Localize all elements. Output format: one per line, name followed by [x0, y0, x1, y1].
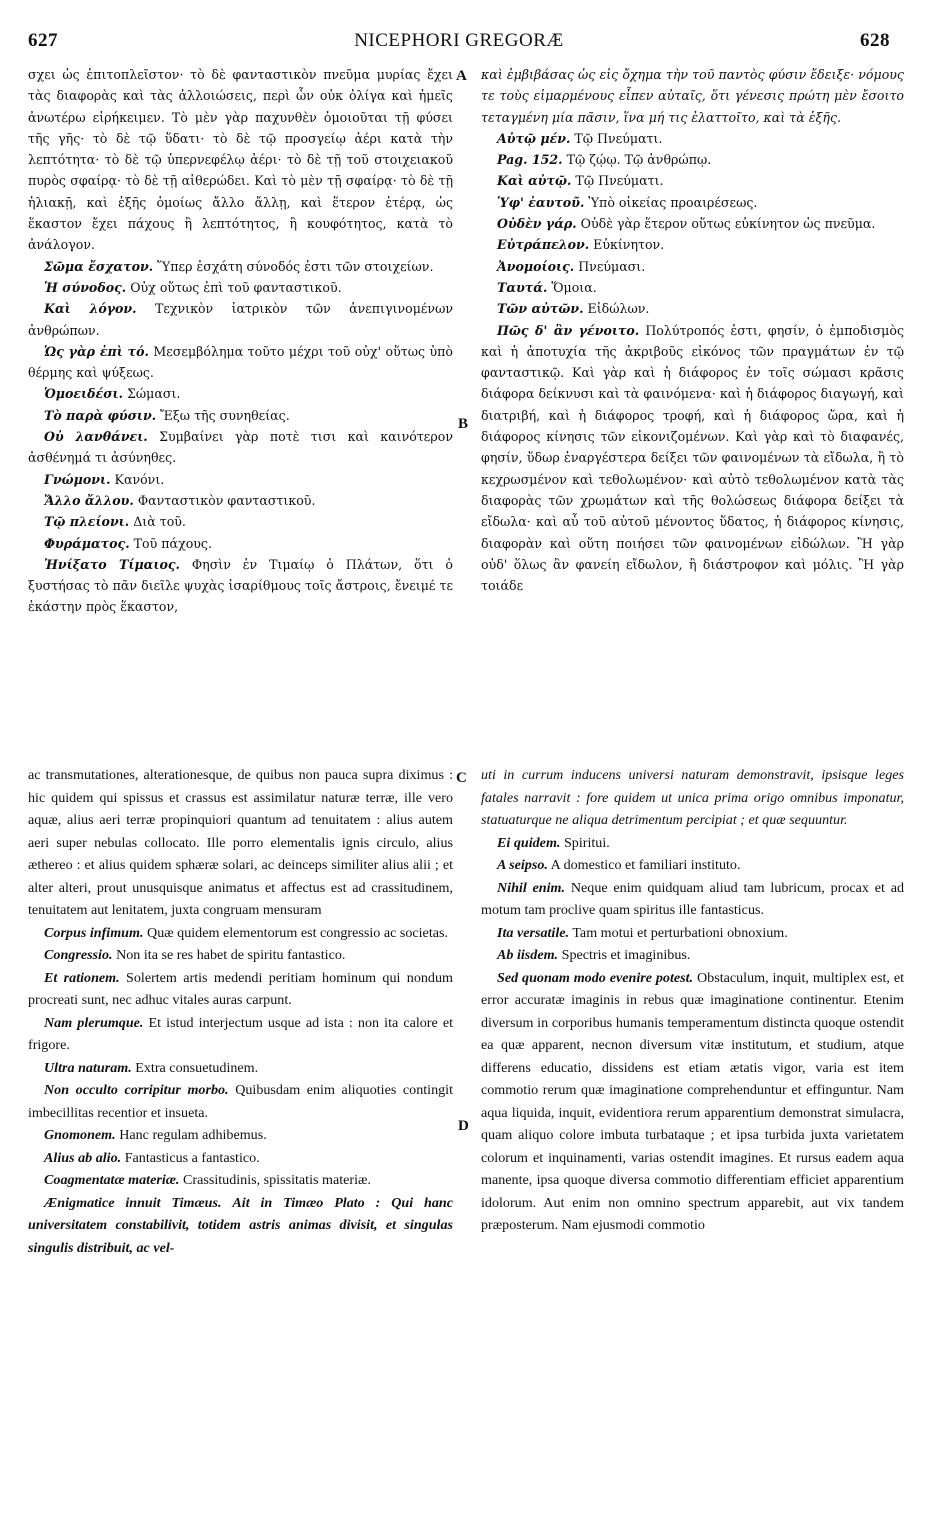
note-paragraph: [28, 341, 453, 384]
note-text: Οὐδὲ γὰρ ἕτερον οὕτως εὐκίνητον ὡς πνεῦμα.: [580, 216, 876, 232]
lemma: Ταυτά.: [497, 279, 548, 295]
note-text: Quæ quidem elementorum est congressio ac societas.: [147, 924, 448, 941]
note-text: A domestico et familiari instituto.: [550, 857, 741, 873]
note-text: Spiritui.: [563, 834, 610, 851]
note-paragraph: [481, 192, 904, 213]
lemma: A seipso.: [497, 857, 548, 873]
lemma: Ὁμοειδέσι.: [44, 386, 123, 402]
lemma: Gnomonem.: [44, 1127, 116, 1143]
latin-column-left: [28, 764, 453, 1259]
lemma: Sed quonam modo evenire potest.: [497, 969, 694, 986]
note-paragraph: [28, 383, 453, 404]
note-text: Φησὶν ἐν Τιμαίῳ ὁ Πλάτων, ὅτι ὁ ξυστήσας τὸ πᾶν διεῖλε ψυχὰς ἰσαρίθμους τοῖς ἄστροις, ἔνειμέ τε ἑκάστην πρὸς ἕκαστον,: [28, 556, 453, 615]
note-paragraph: [28, 922, 453, 945]
lemma: Ἄλλο ἄλλου.: [44, 492, 134, 508]
lemma: Ænigmatice innuit Timæus.: [44, 1194, 222, 1211]
greek-column-left: [28, 64, 453, 618]
lemma: Corpus infimum.: [44, 924, 144, 941]
lemma: Πῶς δ' ἂν γένοιτο.: [497, 322, 640, 338]
note-paragraph: [28, 490, 453, 511]
note-paragraph: [28, 256, 453, 277]
note-paragraph: [28, 511, 453, 532]
note-paragraph: [28, 967, 453, 1012]
note-paragraph: [28, 1147, 453, 1170]
note-text: Οὐχ οὕτως ἐπὶ τοῦ φανταστικοῦ.: [130, 279, 342, 295]
lemma: Non occulto corripitur morbo.: [44, 1082, 229, 1098]
note-text: Solertem artis medendi peritiam hominum qui nondum procreati sunt, nec adhuc vitales auras carpunt.: [28, 969, 453, 1008]
note-text: Neque enim quidquam aliud tam lubricum, procax et ad motum tam proclive quam spiritus ille fantasticus.: [481, 879, 904, 918]
note-paragraph: [481, 832, 904, 855]
lemma: Nihil enim.: [497, 879, 566, 896]
lemma: Καὶ αὐτῷ.: [497, 173, 572, 189]
note-paragraph: [28, 1169, 453, 1192]
note-text: Ἔξω τῆς συνηθείας.: [160, 407, 290, 423]
lemma: Τὸ παρὰ φύσιν.: [44, 407, 157, 423]
note-text: Ὕπερ ἐσχάτη σύνοδός ἐστι τῶν στοιχείων.: [157, 258, 434, 274]
lemma: Nam plerumque.: [44, 1014, 144, 1031]
note-text: Quibusdam enim aliquoties contingit imbecillitas recentior et insueta.: [28, 1082, 454, 1121]
lemma: Ὑφ' ἑαυτοῦ.: [497, 194, 585, 210]
note-paragraph: [481, 298, 904, 319]
note-paragraph: [481, 149, 904, 170]
lemma: Τῷ πλείονι.: [44, 514, 130, 530]
note-paragraph: [28, 764, 453, 922]
margin-marker-c: C: [456, 770, 467, 786]
lemma: Ei quidem.: [497, 834, 561, 851]
note-text: Τῷ Πνεύματι.: [574, 130, 663, 146]
note-text: Σώμασι.: [126, 386, 181, 402]
note-paragraph: [481, 764, 904, 832]
note-paragraph: [481, 277, 904, 298]
note-paragraph: [481, 234, 904, 255]
note-paragraph: [481, 854, 904, 877]
note-paragraph: [28, 405, 453, 426]
note-text: Τῷ ζῴῳ. Τῷ ἀνθρώπῳ.: [566, 152, 712, 168]
note-paragraph: [28, 1057, 453, 1080]
note-text: Spectris et imaginibus.: [561, 947, 691, 963]
margin-marker-b: B: [458, 416, 469, 432]
lemma: Ita versatile.: [497, 924, 570, 941]
note-text: Crassitudinis, spissitatis materiæ.: [183, 1172, 371, 1188]
note-paragraph: [481, 967, 904, 1237]
note-text: Φανταστικὸν φανταστικοῦ.: [137, 492, 316, 508]
note-paragraph: [481, 170, 904, 191]
note-text: Ὅμοια.: [551, 279, 597, 295]
note-paragraph: [28, 1079, 453, 1124]
lemma: Pag. 152.: [497, 152, 563, 168]
note-text: σχει ὡς ἐπιτοπλεῖστον· τὸ δὲ φανταστικὸν πνεῦμα μυρίας ἔχει τὰς διαφορὰς καὶ τὰς ἀλλοιώσεις, περὶ ὧν οὐκ ὀλίγα καὶ ἡμεῖς ἀνωτέρω εἰρήκειμεν. Τὸ μὲν γὰρ παχυνθὲν ὁμοιοῦται τῇ φύσει τῆς γῆς· τὸ δὲ τῷ ὕδατι· τὸ δὲ τῷ προσγείῳ ἀέρι κατὰ τὴν λεπτότητα· τὸ δὲ τῷ ὑπερνεφέλῳ ἀέρι· τὸ δὲ τῇ τοῦ στοιχειακοῦ πυρὸς σφαίρᾳ· τὸ δὲ τῇ αἰθερώδει. Καὶ τὸ μὲν τῇ σφαίρᾳ· τὸ δὲ τῇ ἡλιακῇ, καὶ ἑξῆς ὁμοίως ἄλλο ἄλλῃ, καὶ ἕτερον ἑτέρᾳ, ὡς ἕκαστον ἔχει πάχους ἢ λεπτότητος, ἢ κουφότητος, κατὰ τὸ ἀνάλογον.: [28, 67, 453, 253]
running-title: NICEPHORI GREGORÆ: [354, 30, 564, 51]
latin-column-right: [481, 764, 904, 1237]
note-text: Συμβαίνει γὰρ ποτὲ τισι καὶ καινότερον ἀσθένημά τι ἀσύνηθες.: [28, 429, 453, 466]
note-text: καὶ ἐμβιβάσας ὡς εἰς ὄχημα τὴν τοῦ παντὸς φύσιν ἔδειξε· νόμους τε τοὺς εἱμαρμένους εἶπεν αὐταῖς, ὅτι γένεσις πρώτη μὲν ἔσοιτο τεταγμένη μία πᾶσιν, ἵνα μή τις ἐλαττοῖτο, καὶ τὰ ἑξῆς.: [481, 67, 904, 125]
note-text: Τοῦ πάχους.: [133, 535, 212, 551]
lemma: Φυράματος.: [44, 535, 130, 551]
note-paragraph: [481, 256, 904, 277]
note-text: Ait in Timæo Plato : Qui hanc universitatem constabilivit, totidem astris animas divisit, et singulas singulis distribuit, ac vel-: [28, 1194, 453, 1256]
margin-marker-d: D: [458, 1118, 469, 1134]
note-text: Πολύτροπός ἐστι, φησίν, ὁ ἐμποδισμὸς καὶ ἡ ἀποτυχία τῆς ἀκριβοῦς εἰκόνος τῶν πραγμάτων ἐν τῷ φανταστικῷ. Καὶ γὰρ καὶ ἡ διάφορος ἐν τοῖς σώμασι κρᾶσις διάφορα δείκνυσι καὶ τὰ φαινόμενα· καὶ ἡ διάφορος διαγωγή, καὶ διατριβή, καὶ ἡ διάφορος τροφή, καὶ ἡ διάφορος ὥρα, καὶ ἡ διάφορος κίνησις τῶν εἰκονιζομένων. Καὶ γὰρ καὶ τὸ διαφανές, φησίν, ὕδωρ ἐναργέστερα δείξει τῶν φαινομένων τὰ εἴδωλα, ἢ τὸ κεχρωσμένον καὶ τεθολωμένον· καὶ αὐτὸ τεθολωμένον κατὰ τὰς διαφορὰς τῶν χρωμάτων καὶ τῆς θολώσεως διάφορα δείξει τὰ εἴδωλα· καὶ αὖ τοῦ αὐτοῦ μένοντος ὕδατος, ἡ διάφορος κίνησις, διαφορὰν καὶ οὕτη ποιήσει τῶν φαινομένων εἰδώλων. Ἢ γὰρ οὐδ' ὅλως ἂν φανείη εἴδωλον, ἢ διάστροφον καὶ μόλις. Ἢ γὰρ τοιάδε: [481, 322, 904, 594]
note-paragraph: [28, 1124, 453, 1147]
note-paragraph: [481, 922, 904, 945]
note-text: Obstaculum, inquit, multiplex est, et error accuratæ imaginis in rebus quæ imaginatione continentur. Etenim diversum in corporibus humanis temperamentum distincta quoque ostendit ea quæ apparent, necnon diversum vitæ institutum, et studium, atque differens educatio, dissidens est etiam ætatis vigor, varia est item commotio rerum quæ imaginatione comprehenduntur et effinguntur. Nam aqua liquida, inquit, evidentiora rerum apparentium demonstrat simulacra, quam aliquo colore imbuta turbataque ; et ipsa turbida juxta varietatem colorum et inquinamenti, varias ostendit imagines. Et rursus eadem aqua manente, ipsa quoque diversa commotio differentiam efficiet apparentium idolorum. Aut enim non omnino spectrum apparebit, aut vix tandem præposterum. Nam ejusmodi commotio: [481, 969, 904, 1233]
lemma: Αὐτῷ μέν.: [497, 130, 571, 146]
note-paragraph: [481, 320, 904, 597]
lemma: Καὶ λόγον.: [44, 301, 137, 317]
lemma: Οὐδὲν γάρ.: [497, 216, 577, 232]
lemma: Coagmentatæ materiæ.: [44, 1172, 180, 1188]
note-text: Fantasticus a fantastico.: [124, 1149, 260, 1166]
page-number-left: 627: [28, 30, 58, 51]
note-text: ac transmutationes, alterationesque, de quibus non pauca supra diximus : hic quidem qui spissus et crassus est assimilatur naturæ terræ, ille vero aquæ, alius aeri terræ propinquiori quantum ad tenuitatem : alius autem aeri super nebulas collocato. Ille porro elementalis ignis circulo, alius æthereo : et alius quidem sphæræ solari, ac deinceps similiter alius alii ; et alter alteri, prout unusquisque animatus et affectus est ad crassitudinem, tenuitatem aut lenitatem, juxta congruam mensuram: [28, 767, 453, 918]
note-text: Διὰ τοῦ.: [133, 514, 186, 530]
note-paragraph: [481, 64, 904, 128]
lemma: Ἀνομοίοις.: [497, 258, 575, 274]
lemma: Ab iisdem.: [497, 947, 559, 963]
lemma: Ὡς γὰρ ἐπὶ τό.: [44, 343, 149, 359]
note-paragraph: [28, 277, 453, 298]
page-number-right: 628: [860, 30, 890, 51]
note-paragraph: [28, 1192, 453, 1260]
lemma: Ultra naturam.: [44, 1059, 132, 1076]
lemma: Εὐτράπελον.: [497, 237, 590, 253]
note-text: Hanc regulam adhibemus.: [119, 1127, 267, 1143]
note-text: Ὑπὸ οἰκείας προαιρέσεως.: [588, 194, 758, 210]
note-text: Μεσεμβόλημα τοῦτο μέχρι τοῦ οὐχ' οὕτως ὑπὸ θέρμης καὶ ψύξεως.: [28, 343, 453, 381]
note-text: Et istud interjectum usque ad ista : non ita calore et frigore.: [28, 1014, 453, 1053]
note-text: Εἰδώλων.: [587, 301, 650, 317]
note-paragraph: [28, 554, 453, 618]
note-text: Extra consuetudinem.: [135, 1059, 259, 1076]
note-text: Κανόνι.: [114, 471, 165, 487]
lemma: Ἠνίξατο Τίμαιος.: [44, 556, 180, 572]
note-text: uti in currum inducens universi naturam demonstravit, ipsisque leges fatales narravit : fore quidem ut unica prima origo omnibus imponatur, statuaturque ne aliqua detrimentum percipiat ; et quæ sequuntur.: [481, 767, 904, 828]
note-text: Εὐκίνητον.: [593, 237, 665, 253]
lemma: Ἡ σύνοδος.: [44, 279, 127, 295]
note-paragraph: [481, 944, 904, 967]
note-text: Tam motui et perturbationi obnoxium.: [572, 924, 788, 941]
lemma: Congressio.: [44, 947, 113, 963]
note-paragraph: [481, 128, 904, 149]
note-paragraph: [28, 469, 453, 490]
note-paragraph: [28, 298, 453, 341]
note-paragraph: [28, 64, 453, 256]
note-text: Πνεύμασι.: [578, 258, 646, 274]
note-text: Non ita se res habet de spiritu fantastico.: [116, 947, 346, 963]
note-paragraph: [481, 213, 904, 234]
lemma: Οὐ λανθάνει.: [44, 429, 148, 445]
greek-column-right: [481, 64, 904, 596]
note-paragraph: [28, 533, 453, 554]
lemma: Σῶμα ἔσχατον.: [44, 258, 154, 274]
note-paragraph: [28, 1012, 453, 1057]
running-header: [28, 30, 890, 54]
note-paragraph: [28, 426, 453, 469]
lemma: Γνώμονι.: [44, 471, 111, 487]
lemma: Alius ab alio.: [44, 1149, 122, 1166]
note-paragraph: [481, 877, 904, 922]
lemma: Τῶν αὐτῶν.: [497, 301, 584, 317]
note-text: Τεχνικὸν ἰατρικὸν τῶν ἀνεπιγινομένων ἀνθρώπων.: [28, 301, 453, 338]
lemma: Et rationem.: [44, 969, 120, 986]
note-paragraph: [28, 944, 453, 967]
note-text: Τῷ Πνεύματι.: [575, 173, 664, 189]
margin-marker-a: A: [456, 68, 467, 84]
